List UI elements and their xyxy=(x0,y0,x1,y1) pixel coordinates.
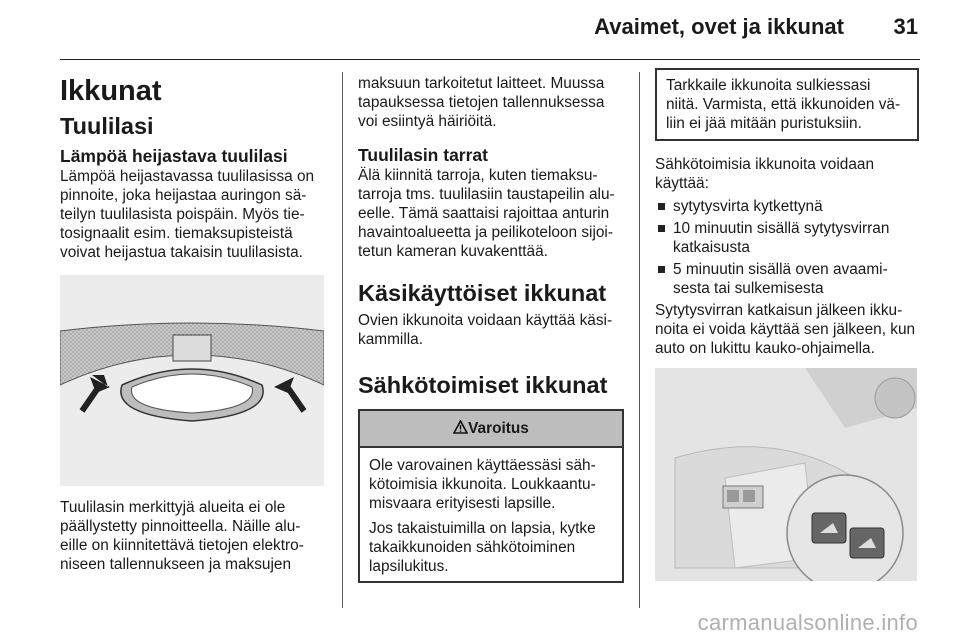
windscreen-mirror-illustration xyxy=(60,275,324,486)
running-header-title: Avaimet, ovet ja ikkunat xyxy=(594,14,844,39)
heading-heat-reflecting-windscreen: Lämpöä heijastava tuulilasi xyxy=(60,146,288,166)
paragraph-after-ignition-off: Sytytysvirran katkaisun jälkeen ikku- noita ei voida käyttää sen jälkeen, kun auto on lukittu kauko-ohjaimella. xyxy=(655,302,916,357)
column-divider-2 xyxy=(639,72,640,608)
paragraph-manual-windows: Ovien ikkunoita voidaan käyttää käsi- kammilla. xyxy=(358,312,613,348)
list-item: 5 minuutin sisällä oven avaami- sesta tai sulkemisesta xyxy=(655,260,919,298)
caution-box: Tarkkaile ikkunoita sulkiessasi niitä. Varmista, että ikkunoiden vä- liin ei jää mitään puristuksiin. xyxy=(655,68,919,141)
list-item: sytytysvirta kytkettynä xyxy=(655,197,919,216)
warning-paragraph-2: Jos takaistuimilla on lapsia, kytke takaikkunoiden sähkötoiminen lapsilukitus. xyxy=(369,520,596,575)
warning-body xyxy=(360,448,622,586)
paragraph-uncoated-areas: Tuulilasin merkittyjä alueita ei ole päällystetty pinnoitteella. Näille alu- eille on kiinnitettävä tietojen elektro- niseen tallennukseen ja maksujen xyxy=(60,499,304,573)
warning-header xyxy=(360,411,622,448)
bullet-list xyxy=(655,197,919,298)
header-rule xyxy=(60,59,920,60)
heading-power-windows: Sähkötoimiset ikkunat xyxy=(358,372,608,398)
paragraph-stickers: Älä kiinnitä tarroja, kuten tiemaksu- tarroja tms. tuulilasiin taustapeilin alu- eelle. Tämä saattaisi rajoittaa anturin havaintoalueetta ja peilikoteloon sijoi- tetun kameran kuvakenttää. xyxy=(358,167,615,260)
page-number: 31 xyxy=(893,14,918,39)
warning-paragraph-1: Ole varovainen käyttäessäsi säh- kötoimisia ikkunoita. Loukkaantu- misvaara erityisesti lapsille. xyxy=(369,457,596,512)
heading-manual-windows: Käsikäyttöiset ikkunat xyxy=(358,280,607,306)
figure-windscreen-mirror xyxy=(60,275,324,486)
watermark: carmanualsonline.info xyxy=(697,610,918,635)
column-divider-1 xyxy=(342,72,343,608)
subsection-heading-tuulilasi: Tuulilasi xyxy=(60,113,154,139)
paragraph-continued: maksuun tarkoitetut laitteet. Muussa tapauksessa tietojen tallennuksessa voi esiintyä häiriöitä. xyxy=(358,75,605,130)
list-item: 10 minuutin sisällä sytytysvirran katkaisusta xyxy=(655,219,919,257)
column-2 xyxy=(358,74,624,583)
column-3 xyxy=(655,68,919,581)
heading-windscreen-stickers: Tuulilasin tarrat xyxy=(358,145,488,165)
warning-title: Varoitus xyxy=(468,420,529,437)
door-switch-illustration xyxy=(655,368,917,581)
figure-door-window-switches xyxy=(655,368,917,581)
paragraph-heat-reflecting: Lämpöä heijastavassa tuulilasissa on pinnoite, joka heijastaa auringon sä- teilyn tuulilasista poispäin. Myös tie- tosignaalit esim. tiemaksupisteistä voivat heijastua takaisin tuulilasista. xyxy=(60,168,315,261)
column-1 xyxy=(60,68,330,574)
paragraph-operation-conditions: Sähkötoimisia ikkunoita voidaan käyttää: xyxy=(655,156,875,192)
warning-box xyxy=(358,409,624,583)
section-heading-ikkunat: Ikkunat xyxy=(60,75,162,107)
warning-triangle-icon xyxy=(453,412,468,426)
